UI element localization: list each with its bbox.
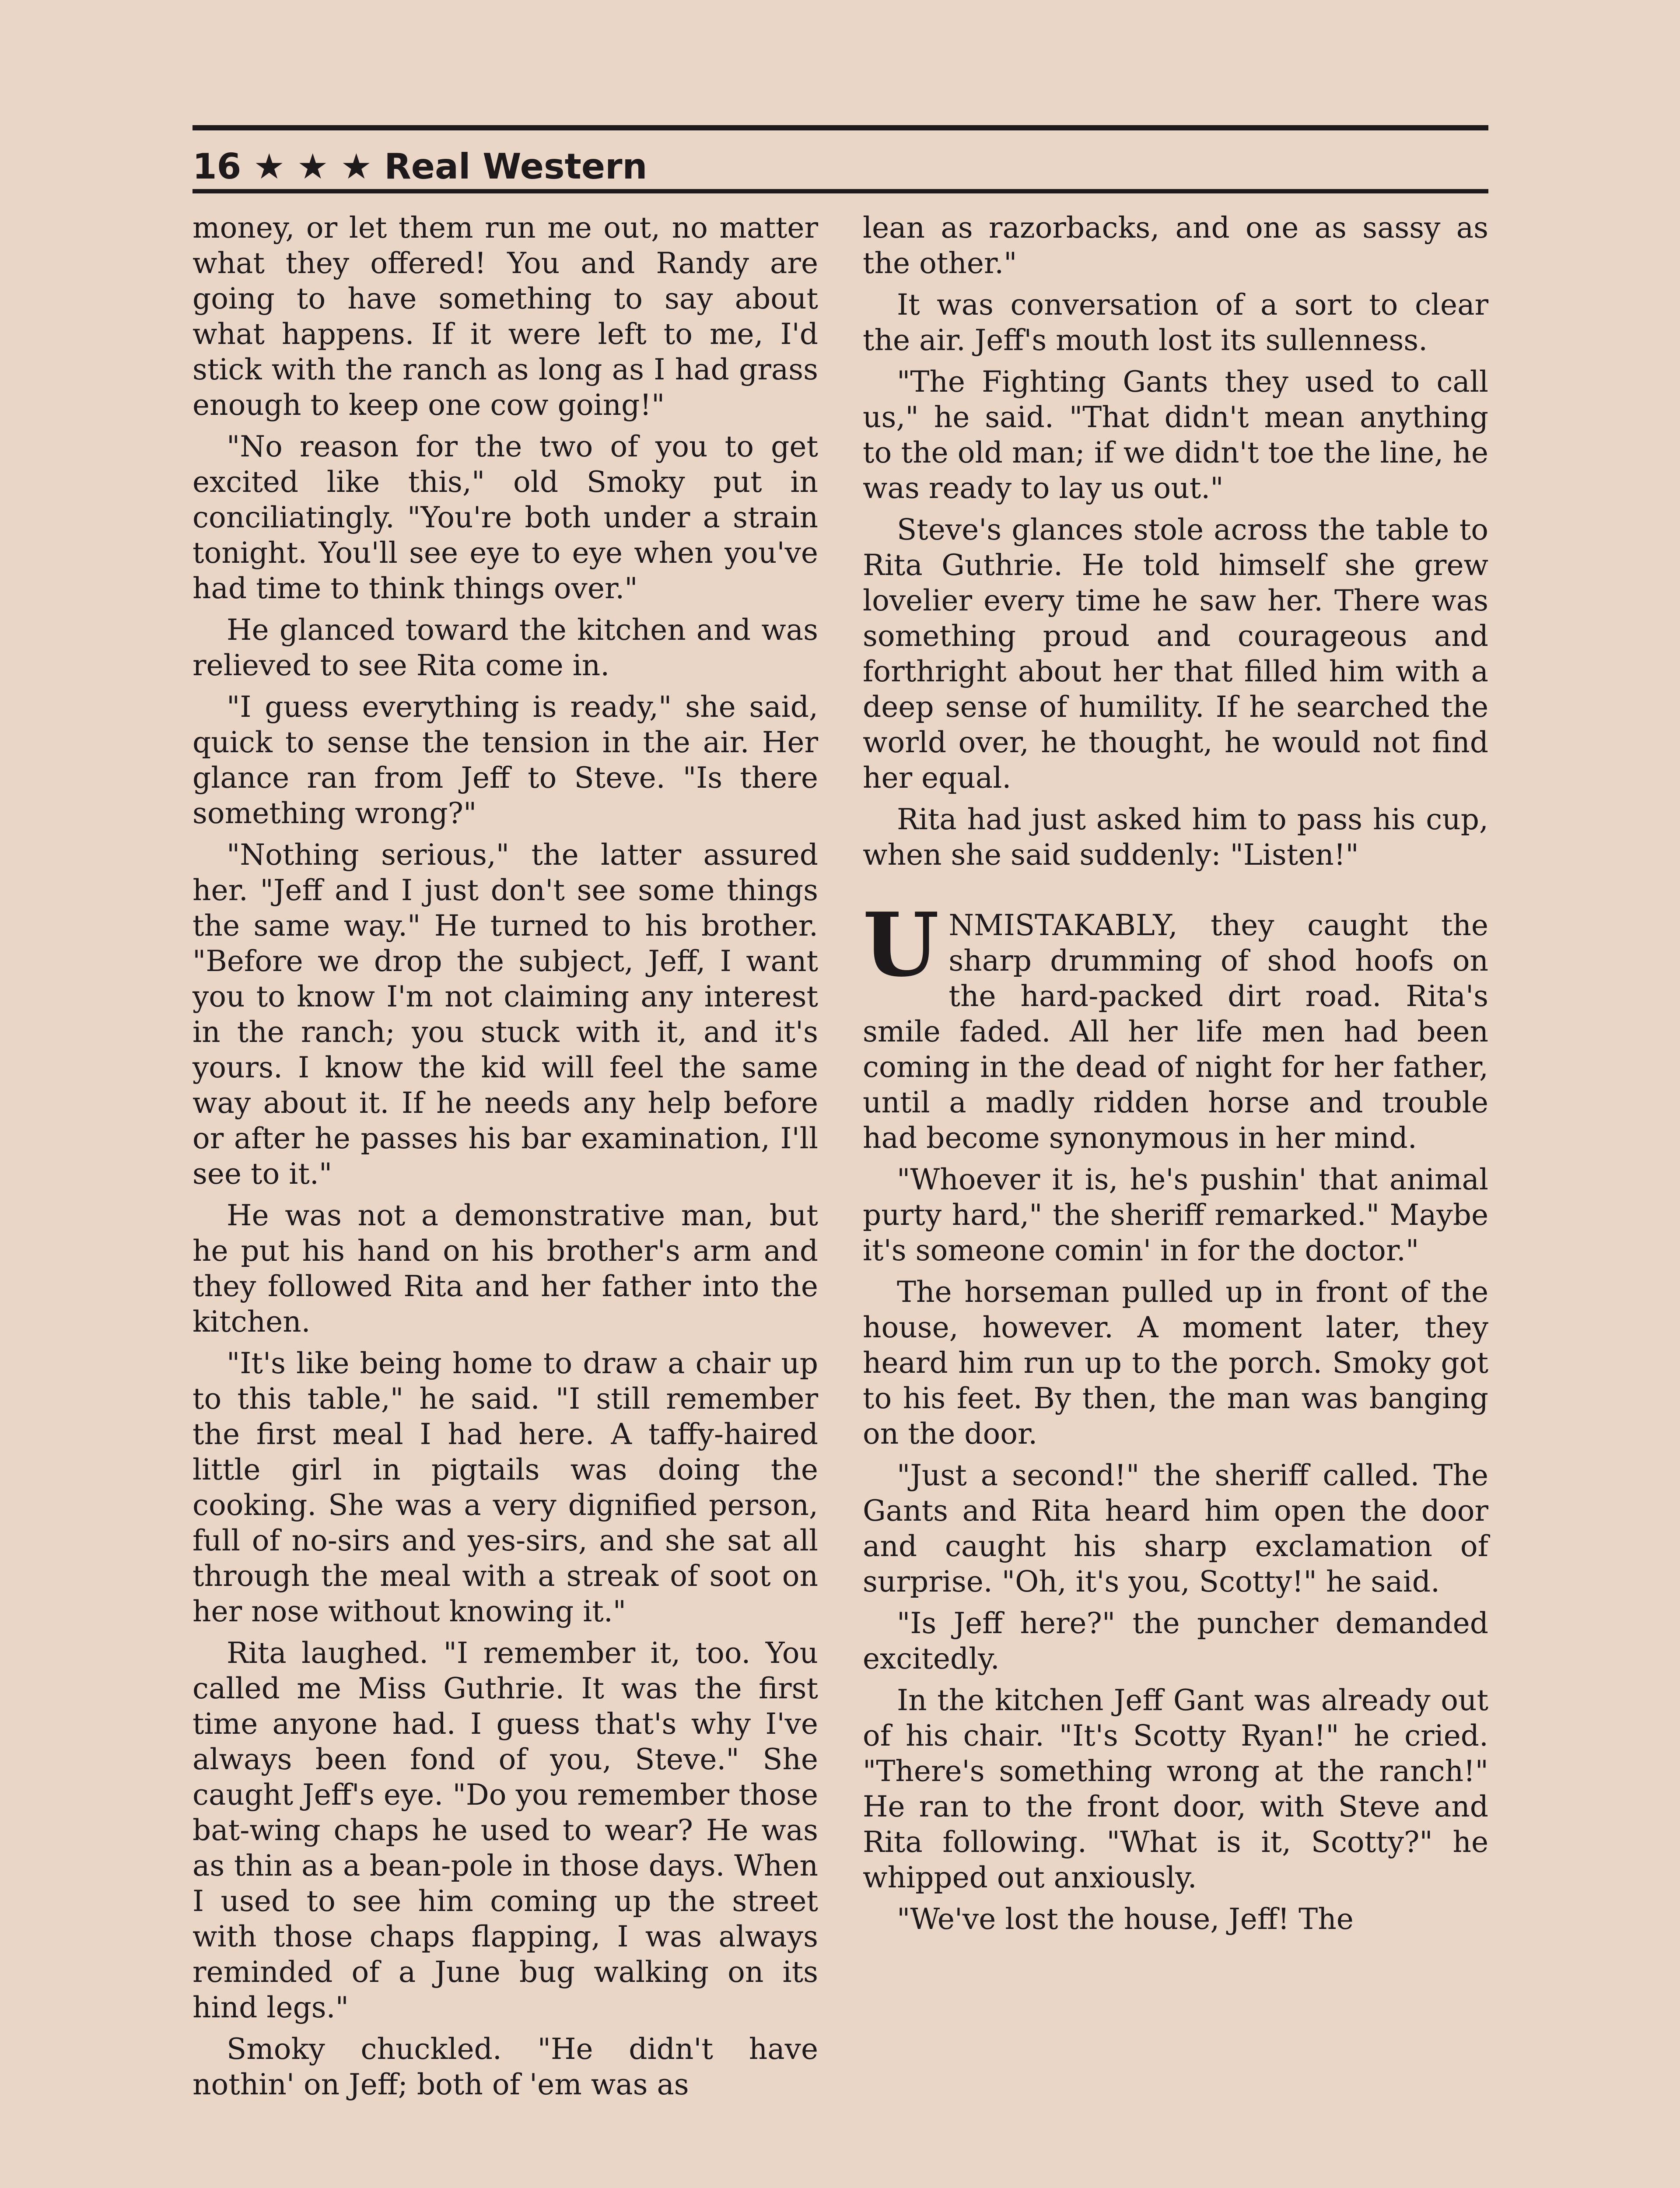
- header-rule: [192, 189, 1488, 193]
- paragraph: "Whoever it is, he's pushin' that animal purty hard," the sheriff remarked." Maybe it's someone comin' in for the doctor.": [863, 1163, 1488, 1267]
- paragraph: "Nothing serious," the latter assured her. "Jeff and I just don't see some things the same way." He turned to his brother. "Before we drop the subject, Jeff, I want you to know I'm not claiming any interest in the ranch; you stuck with it, and it's yours. I know the kid will feel the same way about it. If he needs any help before or after he passes his bar examination, I'll see to it.": [192, 838, 818, 1191]
- paragraph: "We've lost the house, Jeff! The: [897, 1902, 1354, 1936]
- paragraph: Steve's glances stole across the table to Rita Guthrie. He told himself she grew lovelier every time he saw her. There was something proud and courageous and forthright about her that filled him with a deep sense of humility. If he searched the world over, he thought, he would not find her equal.: [863, 513, 1488, 795]
- right-column: [863, 210, 1488, 1943]
- paragraph: Smoky chuckled. "He didn't have nothin' on Jeff; both of 'em was as: [192, 2032, 818, 2101]
- page-header: [192, 139, 647, 193]
- paragraph: "Is Jeff here?" the puncher demanded excitedly.: [863, 1606, 1488, 1676]
- page-number: 16: [192, 146, 242, 187]
- paragraph: "Just a second!" the sheriff called. The Gants and Rita heard him open the door and caught his sharp exclamation of surprise. "Oh, it's you, Scotty!" he said.: [863, 1459, 1488, 1599]
- top-rule: [192, 125, 1488, 130]
- drop-cap-letter: U: [863, 894, 939, 996]
- paragraph: "It's like being home to draw a chair up to this table," he said. "I still remember the first meal I had here. A taffy-haired little girl in pigtails was doing the cooking. She was a very dignified person, full of no-sirs and yes-sirs, and she sat all through the meal with a streak of soot on her nose without knowing it.": [192, 1346, 818, 1628]
- drop-cap-paragraph: [863, 894, 1488, 1156]
- left-column: [192, 210, 818, 2108]
- paragraph: Rita had just asked him to pass his cup, when she said suddenly: "Listen!": [863, 803, 1488, 872]
- paragraph: "I guess everything is ready," she said, quick to sense the tension in the air. Her glance ran from Jeff to Steve. "Is there something wrong?": [192, 690, 818, 830]
- paragraph: money, or let them run me out, no matter what they offered! You and Randy are going to have something to say about what happens. If it were left to me, I'd stick with the ranch as long as I had grass enough to keep one cow going!": [192, 211, 818, 422]
- paragraph: The horseman pulled up in front of the house, however. A moment later, they heard him run up to the porch. Smoky got to his feet. By then, the man was banging on the door.: [863, 1275, 1488, 1451]
- paragraph: He was not a demonstrative man, but he put his hand on his brother's arm and they followed Rita and her father into the kitchen.: [192, 1199, 818, 1339]
- paragraph: "No reason for the two of you to get excited like this," old Smoky put in conciliatingly. "You're both under a strain tonight. You'll see eye to eye when you've had time to think things over.": [192, 430, 818, 605]
- star-icons: ★ ★ ★: [253, 146, 372, 187]
- magazine-title: Real Western: [384, 146, 648, 187]
- paragraph: It was conversation of a sort to clear the air. Jeff's mouth lost its sullenness.: [863, 288, 1488, 357]
- paragraph: "The Fighting Gants they used to call us," he said. "That didn't mean anything to the old man; if we didn't toe the line, he was ready to lay us out.": [863, 365, 1488, 505]
- paragraph: Rita laughed. "I remember it, too. You called me Miss Guthrie. It was the first time anyone had. I guess that's why I've always been fond of you, Steve." She caught Jeff's eye. "Do you remember those bat-wing chaps he used to wear? He was as thin as a bean-pole in those days. When I used to see him coming up the street with those chaps flapping, I was always reminded of a June bug walking on its hind legs.": [192, 1636, 818, 2024]
- paragraph: In the kitchen Jeff Gant was already out of his chair. "It's Scotty Ryan!" he cried. "There's something wrong at the ranch!" He ran to the front door, with Steve and Rita following. "What is it, Scotty?" he whipped out anxiously.: [863, 1683, 1488, 1894]
- drop-cap-text: NMISTAKABLY, they caught the sharp drumming of shod hoofs on the hard-packed dirt road. Rita's smile faded. All her life men had been coming in the dead of night for her father, until a madly ridden horse and trouble had become synonymous in her mind.: [863, 908, 1488, 1155]
- paragraph: He glanced toward the kitchen and was relieved to see Rita come in.: [192, 613, 818, 682]
- paragraph: lean as razorbacks, and one as sassy as the other.": [863, 211, 1488, 280]
